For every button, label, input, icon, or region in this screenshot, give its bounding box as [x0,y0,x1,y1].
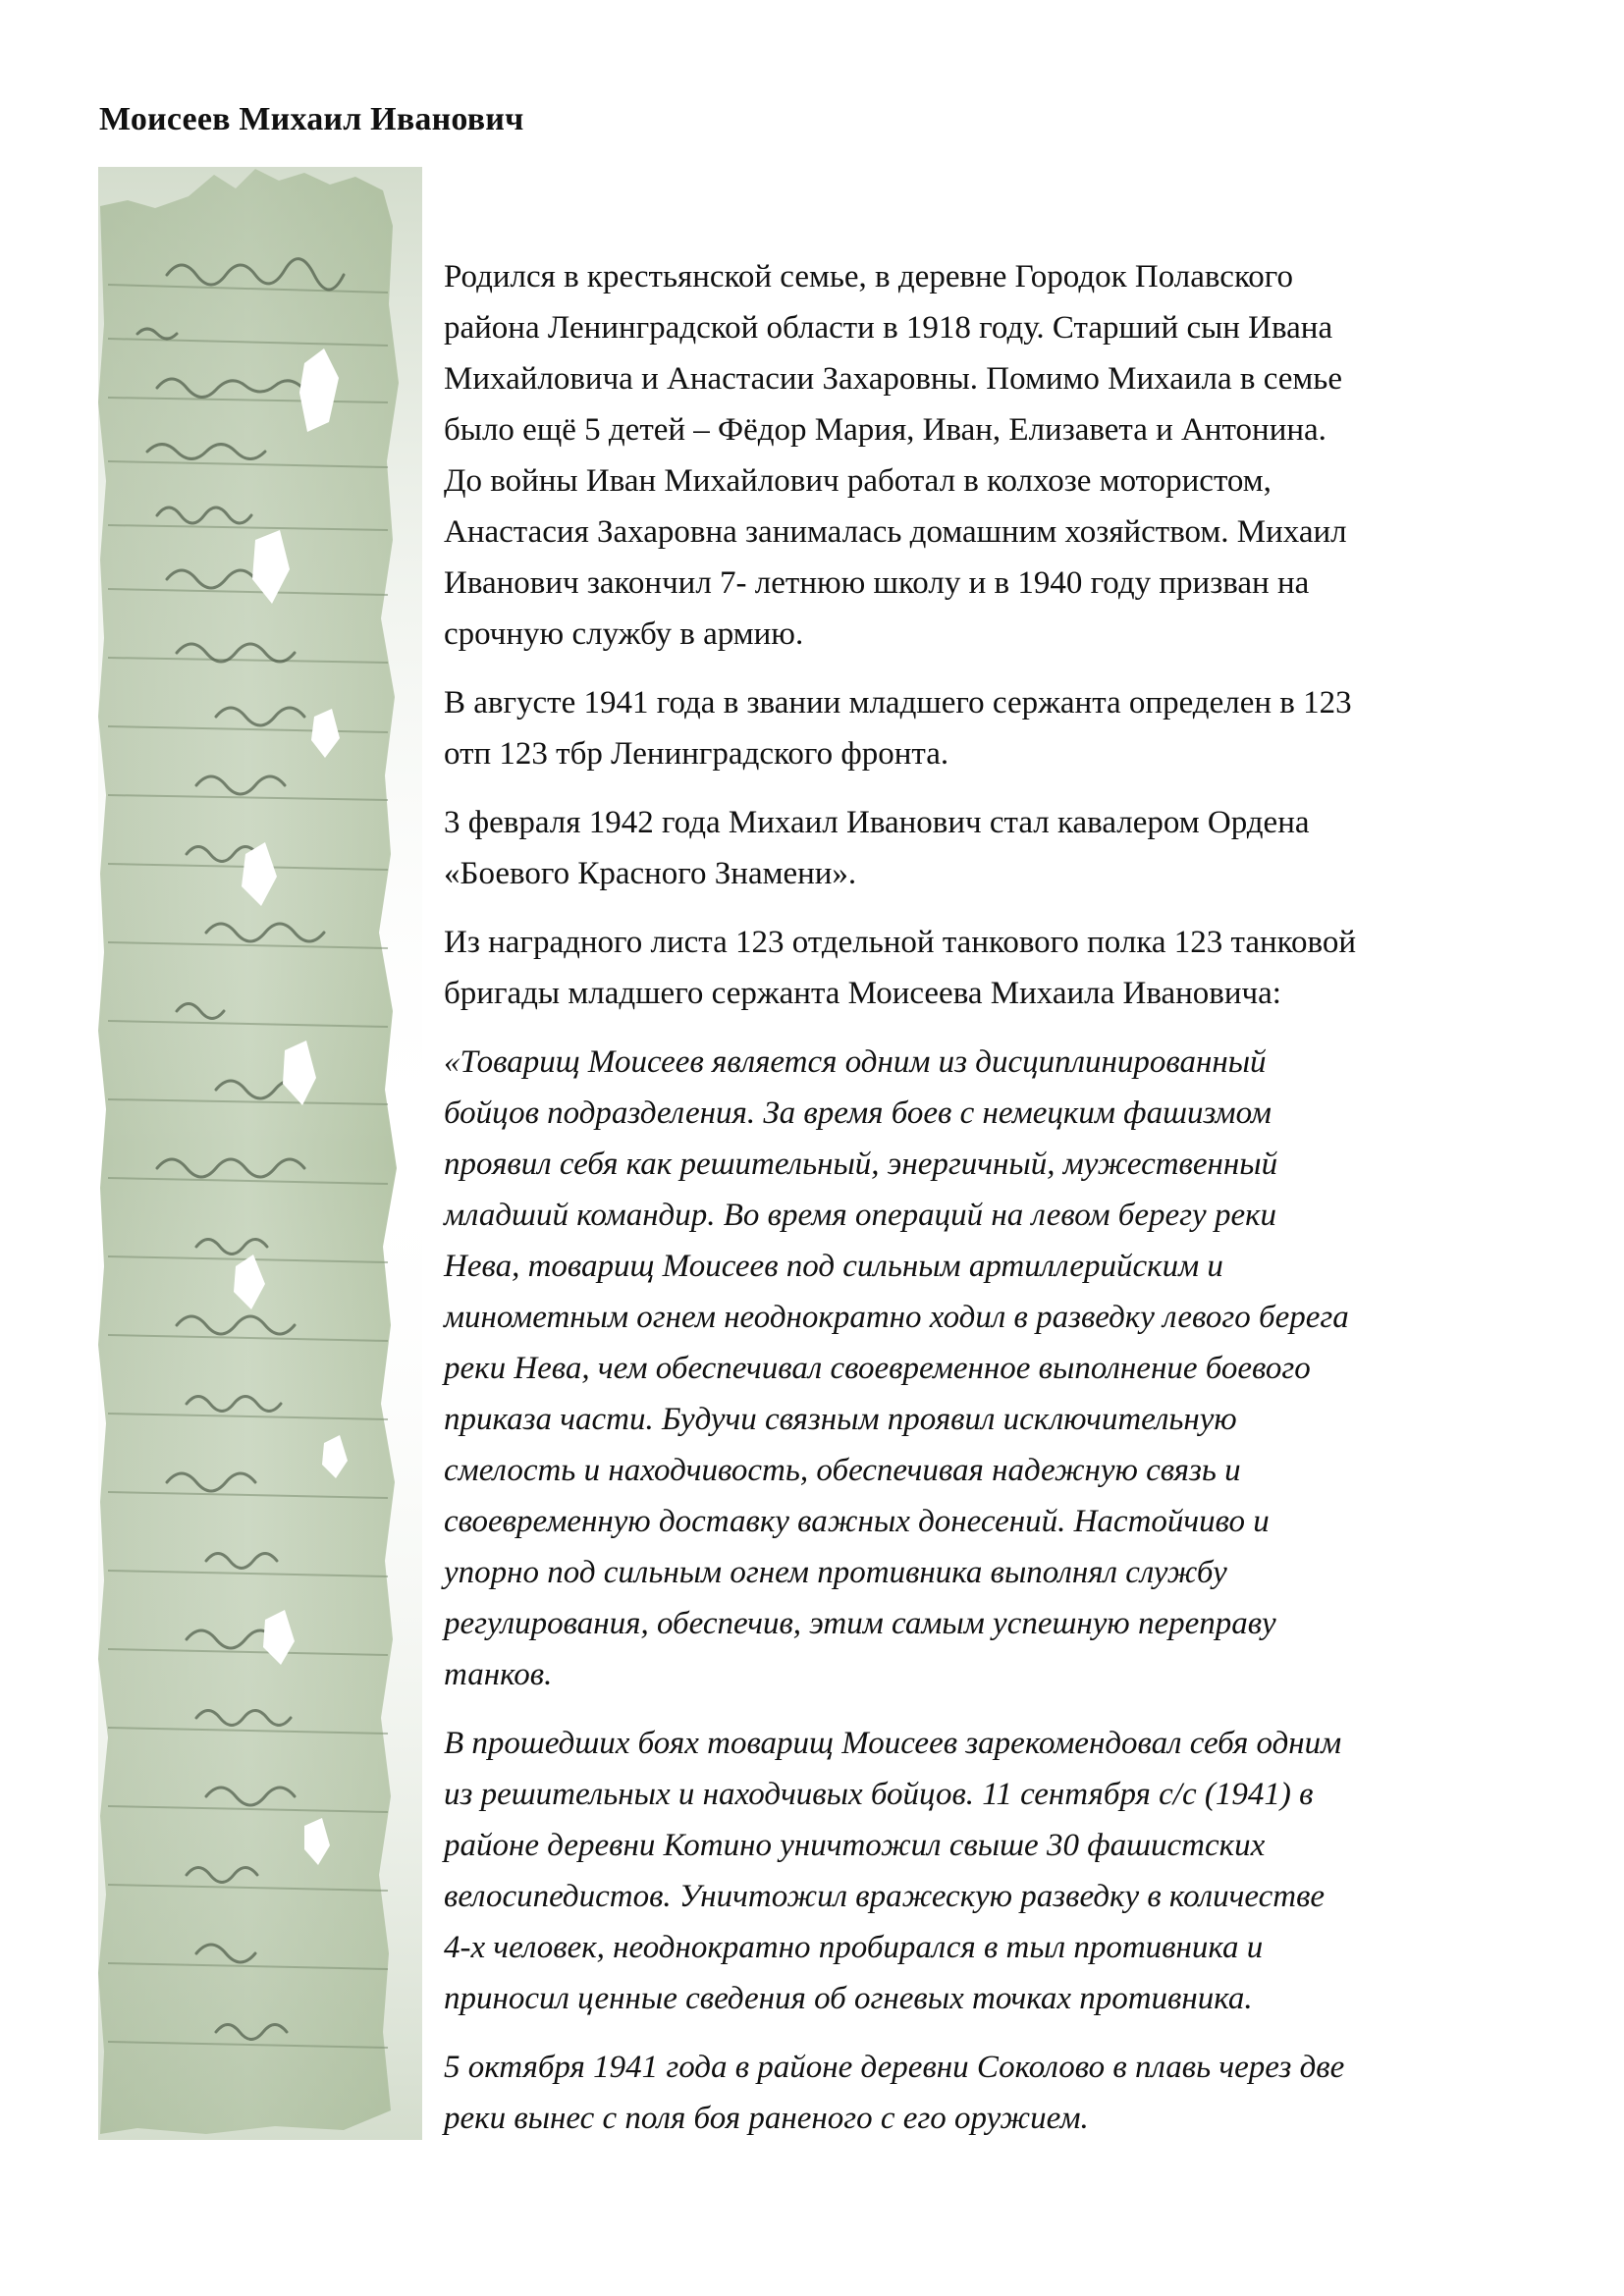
archival-document-scan [98,167,422,2140]
quote-paragraph-3 [444,2042,1553,2144]
text-line: упорно под сильным огнем противника выполнял службу [444,1555,1227,1590]
text-line: районе деревни Котино уничтожил свыше 30 фашистских [444,1828,1266,1863]
text-line: Из наградного листа 123 отдельной танкового полка 123 танковой [444,925,1357,960]
text-line: бойцов подразделения. За время боев с немецким фашизмом [444,1095,1272,1131]
text-line: реки вынес с поля боя раненого с его оружием. [444,2101,1089,2136]
quote-paragraph-1 [444,1037,1553,1700]
paragraph-award [444,797,1553,899]
text-line: приказа части. Будучи связным проявил исключительную [444,1402,1237,1437]
text-line: До войны Иван Михайлович работал в колхозе мотористом, [444,463,1272,499]
text-line: Родился в крестьянской семье, в деревне Городок Полавского [444,259,1294,294]
quote-paragraph-2 [444,1718,1553,2024]
text-line: из решительных и находчивых бойцов. 11 сентября с/с (1941) в [444,1777,1314,1812]
biography-text [444,251,1553,2144]
page-title: Моисеев Михаил Иванович [99,101,524,137]
text-line: Иванович закончил 7- летнюю школу и в 1940 году призван на [444,565,1310,601]
text-line: бригады младшего сержанта Моисеева Михаила Ивановича: [444,976,1281,1011]
text-line: было ещё 5 детей – Фёдор Мария, Иван, Елизавета и Антонина. [444,412,1326,448]
text-line: Нева, товарищ Моисеев под сильным артиллерийским и [444,1249,1223,1284]
text-line: «Боевого Красного Знамени». [444,856,857,891]
paragraph-birth [444,251,1553,660]
text-line: реки Нева, чем обеспечивал своевременное выполнение боевого [444,1351,1311,1386]
text-line: смелость и находчивость, обеспечивая надежную связь и [444,1453,1241,1488]
text-line: проявил себя как решительный, энергичный, мужественный [444,1147,1278,1182]
text-line: своевременную доставку важных донесений. Настойчиво и [444,1504,1270,1539]
text-line: В августе 1941 года в звании младшего сержанта определен в 123 [444,685,1352,721]
text-line: отп 123 тбр Ленинградского фронта. [444,736,949,772]
paragraph-award-sheet-intro [444,917,1553,1019]
text-line: 4-х человек, неоднократно пробирался в тыл противника и [444,1930,1264,1965]
text-line: Анастасия Захаровна занималась домашним хозяйством. Михаил [444,514,1347,550]
paragraph-service [444,677,1553,779]
text-line: Михайловича и Анастасии Захаровны. Помимо Михаила в семье [444,361,1342,397]
text-line: района Ленинградской области в 1918 году. Старший сын Ивана [444,310,1333,346]
text-line: 3 февраля 1942 года Михаил Иванович стал кавалером Ордена [444,805,1310,840]
text-line: срочную службу в армию. [444,616,804,652]
document-scan-icon [98,167,422,2140]
text-line: велосипедистов. Уничтожил вражескую разведку в количестве [444,1879,1326,1914]
text-line: младший командир. Во время операций на левом берегу реки [444,1198,1277,1233]
text-line: регулирования, обеспечив, этим самым успешную переправу [444,1606,1276,1641]
text-line: минометным огнем неоднократно ходил в разведку левого берега [444,1300,1349,1335]
text-line: В прошедших боях товарищ Моисеев зарекомендовал себя одним [444,1726,1342,1761]
text-line: «Товарищ Моисеев является одним из дисциплинированный [444,1044,1267,1080]
text-line: приносил ценные сведения об огневых точках противника. [444,1981,1253,2016]
text-line: 5 октября 1941 года в районе деревни Соколово в плавь через две [444,2050,1345,2085]
text-line: танков. [444,1657,553,1692]
